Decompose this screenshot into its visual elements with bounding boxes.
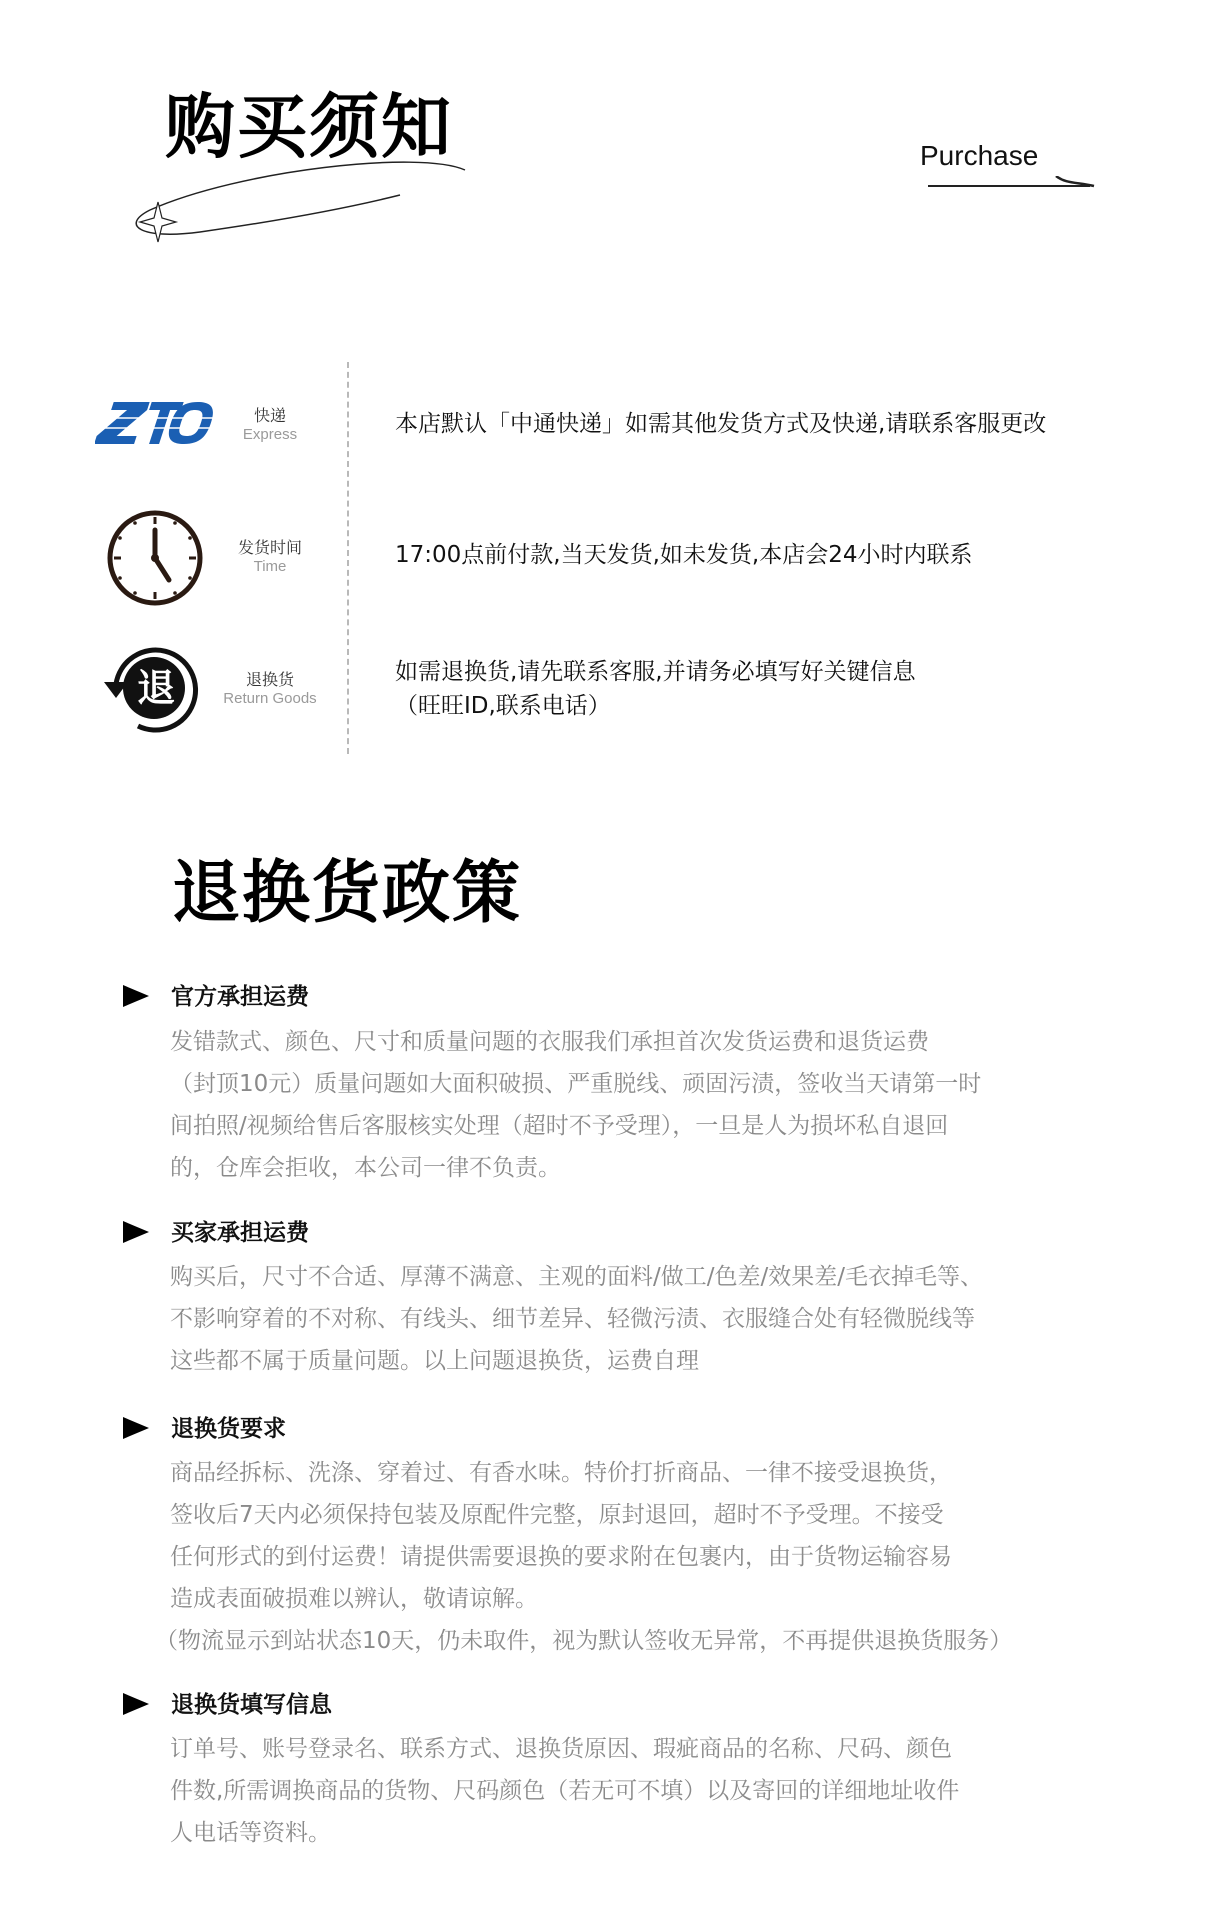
section-heading-text: 退换货填写信息 [171,1692,332,1718]
triangle-arrow-icon [123,1417,149,1439]
body-line: 订单号、账号登录名、联系方式、退换货原因、瑕疵商品的名称、尺码、颜色 [170,1736,952,1762]
time-label-cn: 发货时间 [237,538,302,557]
body-line: 任何形式的到付运费！请提供需要退换的要求附在包裹内，由于货物运输容易 [170,1544,952,1570]
return-text [395,655,1195,723]
express-label-cn: 快递 [253,406,286,425]
section-heading-fill-info [123,1686,332,1719]
section-heading-official [123,978,309,1011]
clock-icon [105,508,205,608]
body-line: 造成表面破损难以辨认，敬请谅解。 [170,1586,538,1612]
zto-logo-icon [95,398,215,448]
return-label-cn: 退换货 [245,670,294,689]
purchase-label: Purchase [920,140,1039,171]
body-line: 件数,所需调换商品的货物、尺码颜色（若无可不填）以及寄回的详细地址收件 [170,1778,960,1804]
section-body-official [170,1021,1070,1189]
swoosh-decoration [120,140,480,250]
express-text: 本店默认「中通快递」如需其他发货方式及快递,请联系客服更改 [395,411,1047,437]
purchase-underline [928,176,1098,190]
return-icon-char: 退 [136,666,175,710]
body-line: 人电话等资料。 [170,1820,331,1846]
body-line: 发错款式、颜色、尺寸和质量问题的衣服我们承担首次发货运费和退货运费 [170,1029,929,1055]
body-line: 间拍照/视频给售后客服核实处理（超时不予受理），一旦是人为损坏私自退回 [170,1113,949,1139]
triangle-arrow-icon [123,1693,149,1715]
section-heading-buyer [123,1214,309,1247]
return-text-line-1: 如需退换货,请先联系客服,并请务必填写好关键信息 [395,659,916,685]
policy-title: 退换货政策 [172,854,523,933]
section-body-buyer [170,1256,1070,1382]
express-label-en: Express [242,426,298,443]
body-line: （封顶10元）质量问题如大面积破损、严重脱线、顽固污渍，签收当天请第一时 [170,1071,982,1097]
body-line: 商品经拆标、洗涤、穿着过、有香水味。特价打折商品、一律不接受退换货， [170,1460,952,1486]
triangle-arrow-icon [123,1221,149,1243]
note-line: （物流显示到站状态10天，仍未取件，视为默认签收无异常，不再提供退换货服务） [155,1628,1013,1654]
time-label-en: Time [253,558,287,575]
page-title: 购买须知 [165,86,453,168]
section-note-requirements [155,1620,1055,1662]
section-heading-text: 官方承担运费 [171,984,309,1010]
body-line: 这些都不属于质量问题。以上问题退换货，运费自理 [170,1348,699,1374]
body-line: 签收后7天内必须保持包装及原配件完整，原封退回，超时不予受理。不接受 [170,1502,944,1528]
divider-dashed [347,362,349,754]
return-text-line-2: （旺旺ID,联系电话） [395,693,611,719]
section-body-fill-info [170,1728,1070,1854]
triangle-arrow-icon [123,985,149,1007]
section-body-requirements [170,1452,1070,1620]
return-label-en: Return Goods [223,690,317,707]
section-heading-requirements [123,1410,286,1443]
body-line: 购买后，尺寸不合适、厚薄不满意、主观的面料/做工/色差/效果差/毛衣掉毛等、 [170,1264,983,1290]
section-heading-text: 买家承担运费 [171,1220,309,1246]
section-heading-text: 退换货要求 [171,1416,286,1442]
time-text: 17:00点前付款,当天发货,如未发货,本店会24小时内联系 [395,542,973,568]
body-line: 不影响穿着的不对称、有线头、细节差异、轻微污渍、衣服缝合处有轻微脱线等 [170,1306,975,1332]
body-line: 的，仓库会拒收，本公司一律不负责。 [170,1155,561,1181]
